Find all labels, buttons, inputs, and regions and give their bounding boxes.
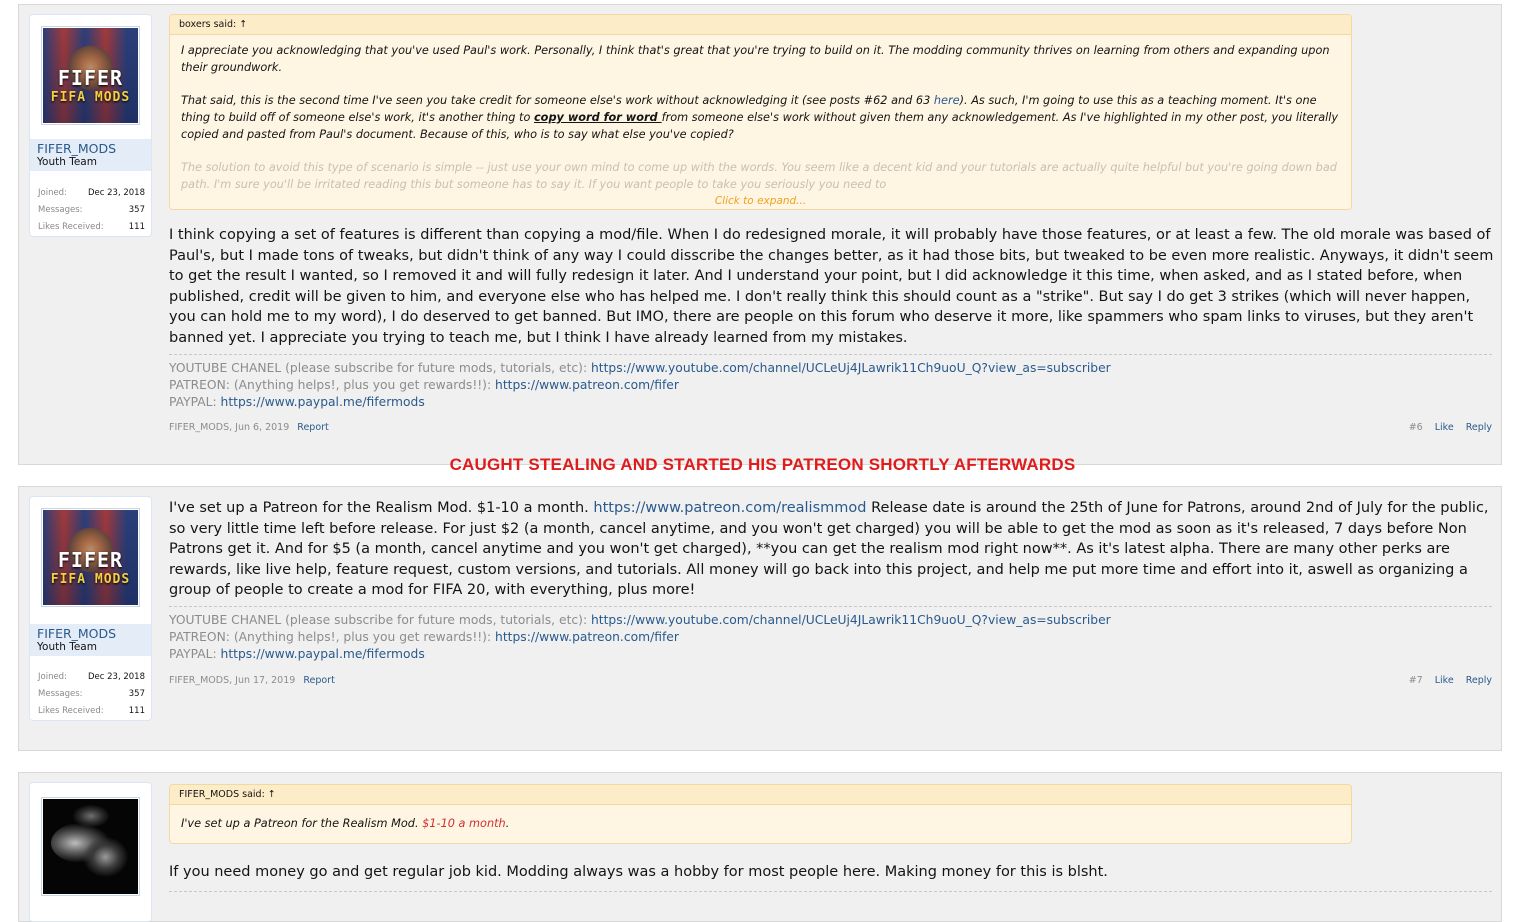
quote-header[interactable]: FIFER_MODS said: ↑	[170, 785, 1351, 805]
avatar[interactable]	[41, 26, 140, 125]
post-byline[interactable]: FIFER_MODS, Jun 6, 2019	[169, 422, 290, 433]
stat-messages	[38, 685, 145, 702]
post-message: If you need money go and get regular job kid. Modding always was a hobby for most people here. Making money for this is blsht.	[169, 864, 1108, 880]
post-message	[169, 498, 1499, 601]
username-block	[30, 624, 151, 656]
paypal-link[interactable]: https://www.paypal.me/fifermods	[220, 647, 425, 661]
quote-text: I've set up a Patreon for the Realism Mod.	[181, 817, 423, 830]
user-stats	[38, 184, 145, 235]
stat-label: Messages:	[38, 204, 83, 215]
youtube-link[interactable]: https://www.youtube.com/channel/UCLeUj4JLawrik11Ch9uoU_Q?view_as=subscriber	[591, 361, 1111, 375]
post-8	[18, 772, 1502, 922]
username-link[interactable]: FIFER_MODS	[37, 141, 117, 156]
reply-link[interactable]: Reply	[1465, 675, 1492, 686]
stat-joined	[38, 184, 145, 201]
post-7	[18, 486, 1502, 751]
like-link[interactable]: Like	[1434, 675, 1454, 686]
stat-label: Joined:	[38, 187, 67, 198]
sig-patreon	[169, 629, 1492, 646]
post-actions	[1409, 674, 1492, 688]
username-link[interactable]: FIFER_MODS	[37, 626, 117, 641]
like-link[interactable]: Like	[1434, 422, 1454, 433]
stat-value: 111	[128, 221, 145, 232]
stat-value: 357	[128, 204, 145, 215]
overlay-caption: CAUGHT STEALING AND STARTED HIS PATREON SHORTLY AFTERWARDS	[449, 455, 1076, 474]
sig-paypal	[169, 394, 1492, 411]
quote-body	[170, 805, 1351, 832]
post-6	[18, 4, 1502, 465]
avatar[interactable]	[41, 508, 140, 607]
user-info-panel	[29, 496, 152, 721]
quote-text: .	[505, 817, 510, 830]
quote-red-text: $1-10 a month	[422, 817, 506, 830]
avatar-text-line2: FIFA MODS	[50, 572, 131, 587]
quote-faded-paragraph: The solution to avoid this type of scenario is simple -- just use your own mind to come up with the words. You seem like a decent kid and your tutorials are actually quite helpful but you're going down bad path. I'm sure you'll be irritated reading this but someone has to say it. If you want people to take you seriously you need to	[181, 161, 1337, 191]
quote-text: That said, this is the second time I've seen you take credit for someone else's work without acknowledging it (see posts #62 and 63	[181, 94, 934, 107]
user-info-panel	[29, 14, 152, 237]
stat-label: Messages:	[38, 688, 83, 699]
stat-joined	[38, 668, 145, 685]
youtube-link[interactable]: https://www.youtube.com/channel/UCLeUj4JLawrik11Ch9uoU_Q?view_as=subscriber	[591, 613, 1111, 627]
avatar-image	[43, 28, 138, 123]
post-message: I think copying a set of features is different than copying a mod/file. When I do redesigned morale, it will probably have those features, or at least a few. The old morale was based of Paul's, but I made tons of tweaks, but didn't think of any way I could disscribe the changes better, as it had those bits, but tweaked to be even more realistic. Anyways, it didn't seem to get the result I wanted, so I removed it and will fully redesign it later. And I understand your point, but I did acknowledge it this time, when asked, and as I stated before, when published, credit will be given to him, and everyone else who has helped me. I don't really think this should count as a "strike". But say I do get 3 strikes (which will never happen, you can hold me to my word), I do deserved to get banned. But IMO, there are people on this forum who deserve it more, like spammers who spam links to viruses, but they aren't banned yet. I appreciate you trying to teach me, but I think I have already learned from my mistakes.	[169, 227, 1494, 346]
report-link[interactable]: Report	[297, 422, 329, 433]
signature	[169, 606, 1492, 663]
stat-value: Dec 23, 2018	[87, 671, 145, 682]
quote-paragraph: I appreciate you acknowledging that you've used Paul's work. Personally, I think that's great that you're trying to build on it. The modding community thrives on learning from others and expanding upon their groundwork.	[181, 44, 1330, 74]
post-actions	[1409, 421, 1492, 435]
sig-patreon	[169, 377, 1492, 394]
click-to-expand[interactable]: Click to expand...	[170, 193, 1351, 209]
username-block	[30, 139, 151, 171]
stat-value: 111	[128, 705, 145, 716]
stat-messages	[38, 201, 145, 218]
avatar[interactable]	[41, 797, 140, 896]
sig-youtube	[169, 612, 1492, 629]
stat-likes	[38, 702, 145, 719]
user-title: Youth Team	[37, 156, 97, 168]
quote-header[interactable]: boxers said: ↑	[170, 15, 1351, 35]
stat-value: 357	[128, 688, 145, 699]
message-text: Release date is around the 25th of June for Patrons, around 2nd of July for the public, so very little time left before release. For just $2 (a month, cancel anytime, and you won't get charged) you will be able to get the mod as soon as it's released, 7 days before Non Patrons get it. And for $5 (a month, cancel anytime and you won't get charged), **you can get the realism mod right now**. As it's latest alpha. There are many other perks are rewards, like live help, feature request, custom versions, and tutorials. All money will go back into this project, and help me put more time and effort into it, aswell as organizing a group of people to create a mod for FIFA 20, with everything, plus more!	[169, 500, 1489, 598]
stat-label: Joined:	[38, 671, 67, 682]
paypal-link[interactable]: https://www.paypal.me/fifermods	[220, 395, 425, 409]
quote-here-link[interactable]: here	[933, 94, 960, 107]
sig-label: PATREON: (Anything helps!, plus you get rewards!!):	[169, 630, 496, 644]
stat-value: Dec 23, 2018	[87, 187, 145, 198]
stat-label: Likes Received:	[38, 705, 104, 716]
avatar-text-line1: FIFER	[57, 66, 124, 90]
quote-text: ). As such, I'm going to use this as a teaching moment. It's one thing to build off of someone else's work, it's another thing to	[181, 94, 1317, 124]
user-stats	[38, 668, 145, 719]
signature	[169, 354, 1492, 411]
avatar-text-line1: FIFER	[57, 548, 124, 572]
quote-body	[170, 35, 1351, 193]
quote-block	[169, 14, 1352, 210]
sig-label: YOUTUBE CHANEL (please subscribe for future mods, tutorials, etc):	[169, 613, 591, 627]
patreon-link[interactable]: https://www.patreon.com/fifer	[495, 630, 679, 644]
sig-label: PATREON: (Anything helps!, plus you get rewards!!):	[169, 378, 496, 392]
signature-divider	[169, 891, 1492, 897]
post-byline[interactable]: FIFER_MODS, Jun 17, 2019	[169, 675, 296, 686]
stat-label: Likes Received:	[38, 221, 104, 232]
report-link[interactable]: Report	[303, 675, 335, 686]
avatar-image	[43, 510, 138, 605]
patreon-link[interactable]: https://www.patreon.com/fifer	[495, 378, 679, 392]
sig-paypal	[169, 646, 1492, 663]
stat-likes	[38, 218, 145, 235]
quote-bold-text: copy word for word	[533, 111, 662, 124]
post-number[interactable]: #6	[1408, 422, 1423, 433]
quote-block	[169, 784, 1352, 844]
post-number[interactable]: #7	[1408, 675, 1423, 686]
sig-label: PAYPAL:	[169, 647, 221, 661]
post-meta	[169, 421, 1492, 435]
quote-text: from someone else's work without given them any acknowledgement. As I've highlighted in my other post, you literally copied and pasted from Paul's document. Because of this, who is to say what else you've copied?	[181, 111, 1339, 141]
sig-label: YOUTUBE CHANEL (please subscribe for future mods, tutorials, etc):	[169, 361, 591, 375]
avatar-shape	[83, 837, 128, 877]
reply-link[interactable]: Reply	[1465, 422, 1492, 433]
quote-paragraph	[181, 92, 1340, 143]
avatar-text-line2: FIFA MODS	[50, 90, 131, 105]
avatar-image	[43, 799, 138, 894]
sig-youtube	[169, 360, 1492, 377]
patreon-realismmod-link[interactable]: https://www.patreon.com/realismmod	[593, 500, 867, 516]
user-info-panel	[29, 782, 152, 922]
user-title: Youth Team	[37, 641, 97, 653]
post-meta	[169, 674, 1492, 688]
sig-label: PAYPAL:	[169, 395, 221, 409]
message-text: I've set up a Patreon for the Realism Mod. $1-10 a month.	[169, 500, 594, 516]
